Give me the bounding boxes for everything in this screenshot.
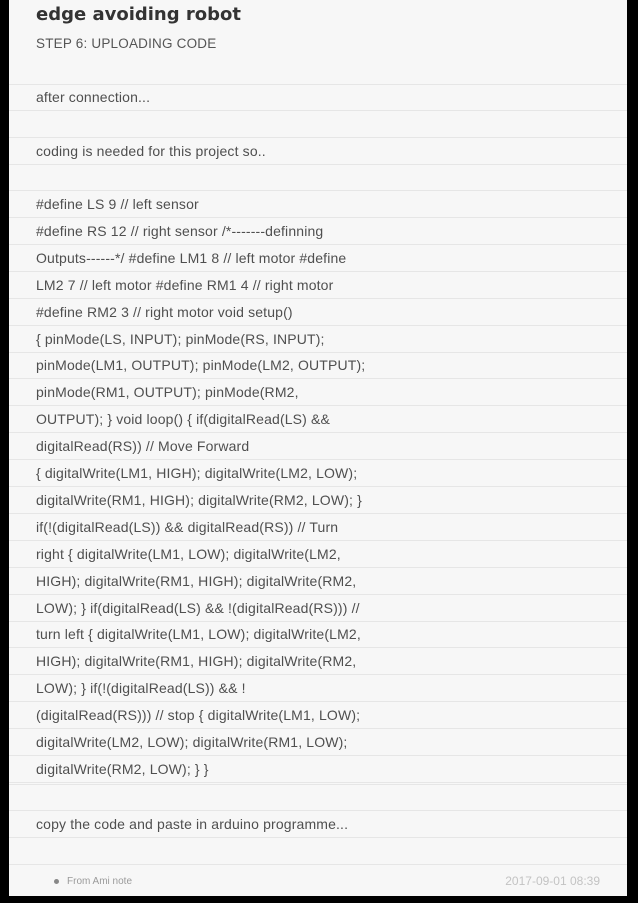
source-dot-icon — [54, 879, 59, 884]
code-line: digitalWrite(RM1, HIGH); digitalWrite(RM2, LOW); } — [36, 492, 362, 508]
note-title: edge avoiding robot — [36, 4, 241, 25]
code-line: #define RS 12 // right sensor /*-------definning — [36, 223, 324, 239]
divider — [9, 164, 627, 165]
code-line: { digitalWrite(LM1, HIGH); digitalWrite(LM2, LOW); — [36, 465, 358, 481]
divider — [9, 782, 627, 783]
coding-note-text: coding is needed for this project so.. — [36, 143, 266, 159]
code-line: OUTPUT); } void loop() { if(digitalRead(LS) && — [36, 411, 331, 427]
divider — [9, 837, 627, 838]
code-line: right { digitalWrite(LM1, LOW); digitalWrite(LM2, — [36, 546, 341, 562]
note-page — [9, 0, 627, 896]
intro-text: after connection... — [36, 89, 151, 105]
code-line: LOW); } if(!(digitalRead(LS)) && ! — [36, 680, 246, 696]
code-line: #define RM2 3 // right motor void setup() — [36, 304, 293, 320]
code-line: HIGH); digitalWrite(RM1, HIGH); digitalWrite(RM2, — [36, 573, 357, 589]
code-line: LOW); } if(digitalRead(LS) && !(digitalRead(RS))) // — [36, 600, 360, 616]
code-line: LM2 7 // left motor #define RM1 4 // right motor — [36, 277, 334, 293]
code-line: HIGH); digitalWrite(RM1, HIGH); digitalWrite(RM2, — [36, 653, 357, 669]
code-line: digitalRead(RS)) // Move Forward — [36, 438, 250, 454]
code-line: if(!(digitalRead(LS)) && digitalRead(RS)) // Turn — [36, 519, 339, 535]
step-heading: STEP 6: UPLOADING CODE — [36, 36, 217, 51]
outro-text: copy the code and paste in arduino programme... — [36, 816, 349, 832]
code-line: turn left { digitalWrite(LM1, LOW); digitalWrite(LM2, — [36, 626, 361, 642]
code-line: #define LS 9 // left sensor — [36, 196, 199, 212]
code-line: (digitalRead(RS))) // stop { digitalWrite(LM1, LOW); — [36, 707, 361, 723]
source-text: From Ami note — [67, 876, 133, 887]
code-line: { pinMode(LS, INPUT); pinMode(RS, INPUT); — [36, 331, 325, 347]
source-label[interactable] — [54, 876, 132, 887]
code-line: Outputs------*/ #define LM1 8 // left motor #define — [36, 250, 347, 266]
code-line: digitalWrite(RM2, LOW); } } — [36, 761, 209, 777]
note-date: 2017-09-01 08:39 — [505, 874, 600, 888]
divider — [9, 110, 627, 111]
divider — [9, 784, 627, 785]
code-line: digitalWrite(LM2, LOW); digitalWrite(RM1, LOW); — [36, 734, 348, 750]
code-line: pinMode(RM1, OUTPUT); pinMode(RM2, — [36, 384, 299, 400]
code-line: pinMode(LM1, OUTPUT); pinMode(LM2, OUTPUT); — [36, 357, 366, 373]
divider — [9, 864, 627, 865]
